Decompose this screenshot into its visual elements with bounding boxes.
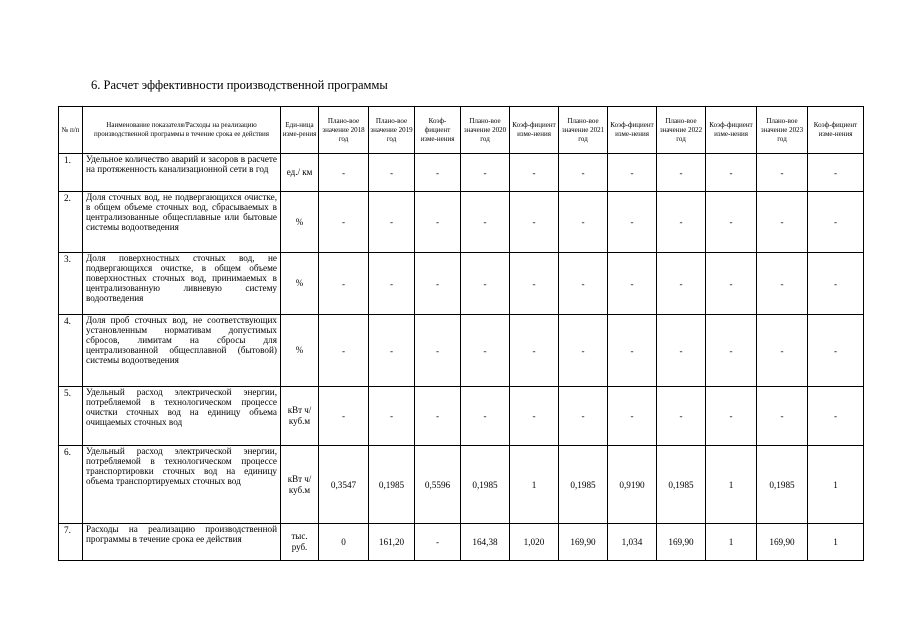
value-cell: -: [510, 387, 559, 446]
value-cell: -: [415, 192, 461, 253]
row-number: 6.: [59, 446, 83, 524]
value-cell: 0,1985: [461, 446, 510, 524]
column-header: Коэф-фициент изме-нения: [608, 107, 657, 154]
value-cell: -: [415, 387, 461, 446]
value-cell: -: [657, 387, 706, 446]
value-cell: -: [808, 253, 864, 315]
unit-of-measure: %: [281, 253, 319, 315]
column-header: Плано-вое значение 2022 год: [657, 107, 706, 154]
value-cell: -: [461, 387, 510, 446]
value-cell: -: [757, 192, 808, 253]
value-cell: 0,1985: [369, 446, 415, 524]
value-cell: -: [461, 253, 510, 315]
value-cell: 1,020: [510, 524, 559, 561]
row-number: 2.: [59, 192, 83, 253]
unit-of-measure: кВт ч/куб.м: [281, 446, 319, 524]
indicator-name: Удельное количество аварий и засоров в расчете на протяженность канализационной сети в год: [83, 154, 281, 192]
value-cell: 0,5596: [415, 446, 461, 524]
value-cell: -: [319, 154, 369, 192]
column-header: Плано-вое значение 2019 год: [369, 107, 415, 154]
column-header: Коэф-фициент изме-нения: [415, 107, 461, 154]
column-header: Плано-вое значение 2023 год: [757, 107, 808, 154]
indicator-name: Доля сточных вод, не подвергающихся очистке, в общем объеме сточных вод, сбрасываемых в централизованные общесплавные или бытовые системы водоотведения: [83, 192, 281, 253]
indicator-name: Доля поверхностных сточных вод, не подвергающихся очистке, в общем объеме поверхностных сточных вод, принимаемых в централизованную ливневую систему водоотведения: [83, 253, 281, 315]
value-cell: 1: [706, 524, 757, 561]
value-cell: -: [319, 253, 369, 315]
value-cell: -: [415, 315, 461, 387]
value-cell: -: [369, 192, 415, 253]
value-cell: -: [510, 253, 559, 315]
value-cell: -: [415, 154, 461, 192]
value-cell: 164,38: [461, 524, 510, 561]
column-header: Плано-вое значение 2018 год: [319, 107, 369, 154]
column-header: Еди-ница изме-рения: [281, 107, 319, 154]
value-cell: -: [559, 387, 608, 446]
value-cell: -: [657, 192, 706, 253]
value-cell: -: [510, 315, 559, 387]
value-cell: -: [461, 192, 510, 253]
value-cell: -: [808, 192, 864, 253]
column-header: Плано-вое значение 2020 год: [461, 107, 510, 154]
table-row: [59, 524, 864, 561]
value-cell: -: [757, 253, 808, 315]
value-cell: -: [808, 154, 864, 192]
value-cell: -: [757, 154, 808, 192]
value-cell: 1: [706, 446, 757, 524]
value-cell: -: [706, 387, 757, 446]
value-cell: -: [559, 154, 608, 192]
row-number: 7.: [59, 524, 83, 561]
column-header: № п/п: [59, 107, 83, 154]
value-cell: -: [369, 154, 415, 192]
table-row: [59, 387, 864, 446]
value-cell: -: [808, 387, 864, 446]
unit-of-measure: ед./ км: [281, 154, 319, 192]
value-cell: 0,3547: [319, 446, 369, 524]
value-cell: -: [608, 387, 657, 446]
table-row: [59, 192, 864, 253]
value-cell: -: [757, 315, 808, 387]
value-cell: -: [319, 387, 369, 446]
value-cell: -: [706, 315, 757, 387]
column-header: Коэф-фициент изме-нения: [510, 107, 559, 154]
value-cell: 1: [808, 524, 864, 561]
unit-of-measure: тыс. руб.: [281, 524, 319, 561]
column-header: Коэф-фициент изме-нения: [706, 107, 757, 154]
value-cell: 0,1985: [657, 446, 706, 524]
efficiency-table: [58, 106, 864, 561]
indicator-name: Доля проб сточных вод, не соответствующих установленным нормативам допустимых сбросов, лимитам на сбросы для централизованной общесплавной (бытовой) системы водоотведения: [83, 315, 281, 387]
unit-of-measure: кВт ч/куб.м: [281, 387, 319, 446]
value-cell: -: [510, 154, 559, 192]
table-row: [59, 315, 864, 387]
indicator-name: Удельный расход электрической энергии, потребляемой в технологическом процессе очистки сточных вод на единицу объема очищаемых сточных вод: [83, 387, 281, 446]
value-cell: 161,20: [369, 524, 415, 561]
row-number: 5.: [59, 387, 83, 446]
value-cell: -: [461, 315, 510, 387]
value-cell: 169,90: [657, 524, 706, 561]
value-cell: 1: [510, 446, 559, 524]
value-cell: 169,90: [757, 524, 808, 561]
value-cell: -: [608, 192, 657, 253]
unit-of-measure: %: [281, 315, 319, 387]
value-cell: -: [319, 315, 369, 387]
column-header: Коэф-фициент изме-нения: [808, 107, 864, 154]
value-cell: -: [757, 387, 808, 446]
value-cell: -: [369, 387, 415, 446]
section-title: 6. Расчет эффективности производственной программы: [91, 78, 388, 92]
row-number: 1.: [59, 154, 83, 192]
value-cell: 0,1985: [757, 446, 808, 524]
table-row: [59, 446, 864, 524]
value-cell: -: [706, 253, 757, 315]
value-cell: -: [510, 192, 559, 253]
value-cell: -: [319, 192, 369, 253]
unit-of-measure: %: [281, 192, 319, 253]
value-cell: -: [657, 154, 706, 192]
value-cell: -: [608, 253, 657, 315]
value-cell: -: [369, 315, 415, 387]
table-row: [59, 253, 864, 315]
value-cell: 0,1985: [559, 446, 608, 524]
row-number: 3.: [59, 253, 83, 315]
value-cell: -: [608, 315, 657, 387]
value-cell: -: [657, 253, 706, 315]
column-header: Плано-вое значение 2021 год: [559, 107, 608, 154]
value-cell: 0: [319, 524, 369, 561]
row-number: 4.: [59, 315, 83, 387]
value-cell: -: [559, 253, 608, 315]
value-cell: -: [415, 524, 461, 561]
value-cell: -: [369, 253, 415, 315]
value-cell: -: [461, 154, 510, 192]
value-cell: 1: [808, 446, 864, 524]
table-row: [59, 154, 864, 192]
value-cell: 1,034: [608, 524, 657, 561]
value-cell: -: [706, 192, 757, 253]
value-cell: 169,90: [559, 524, 608, 561]
value-cell: -: [415, 253, 461, 315]
column-header: Наименование показателя/Расходы на реализацию производственной программы в течение срока ее действия: [83, 107, 281, 154]
table-header-row: [59, 107, 864, 154]
value-cell: -: [657, 315, 706, 387]
value-cell: -: [559, 192, 608, 253]
value-cell: -: [559, 315, 608, 387]
indicator-name: Расходы на реализацию производственной программы в течение срока ее действия: [83, 524, 281, 561]
value-cell: -: [608, 154, 657, 192]
indicator-name: Удельный расход электрической энергии, потребляемой в технологическом процессе транспортировки сточных вод на единицу объема транспортируемых сточных вод: [83, 446, 281, 524]
value-cell: -: [808, 315, 864, 387]
value-cell: -: [706, 154, 757, 192]
value-cell: 0,9190: [608, 446, 657, 524]
